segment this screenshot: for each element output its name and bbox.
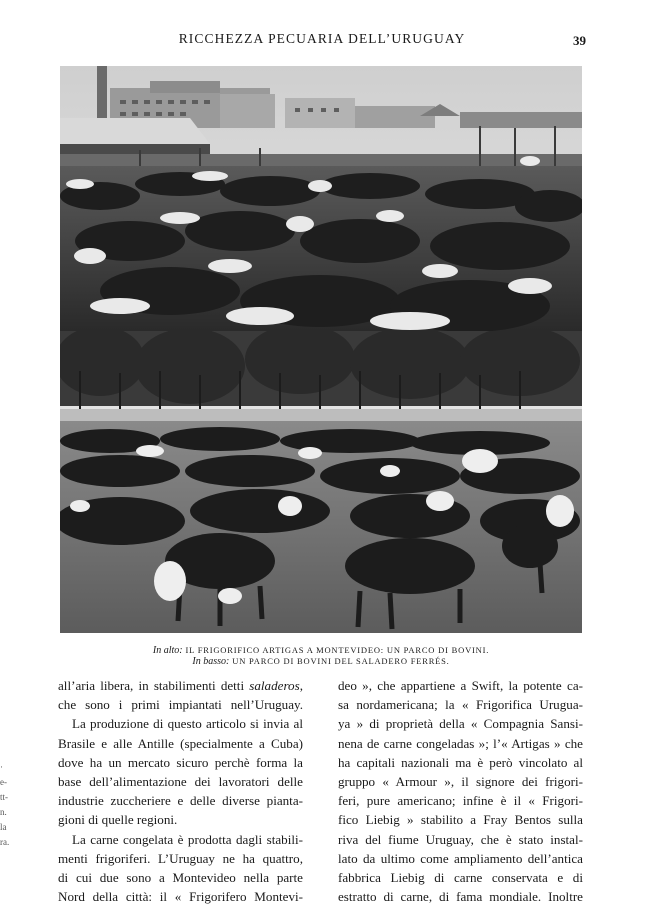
caption-top <box>60 645 582 656</box>
text-line: feri, pure americano; infine è il « Frigori- <box>338 793 583 809</box>
text-line: che sono i primi impiantati nell’Uruguay. <box>58 697 303 713</box>
text-line: nena de carne congeladas »; l’« Artigas » che <box>338 735 583 751</box>
text-line: gioni di quelle regioni. <box>58 812 178 828</box>
text-line: sa nordamericana; la « Frigorifica Urugua- <box>338 697 583 713</box>
top-photo <box>60 66 582 331</box>
header-title: RICCHEZZA PECUARIA DELL’URUGUAY <box>178 31 466 46</box>
text-line: Brasile e alle Antille (specialmente a Cuba) <box>58 735 303 751</box>
page-number: 39 <box>573 33 586 48</box>
right-text-column <box>338 676 583 906</box>
text-line: base dell’alimentazione dei lavoratori delle <box>58 774 303 790</box>
margin-mark: ra. <box>0 837 10 847</box>
text-line: dove ha un mercato sicuro perchè forma la <box>58 754 303 770</box>
caption-bottom-text: UN PARCO DI BOVINI DEL SALADERO FERRÉS. <box>229 656 450 666</box>
text-line: fabbrica Liebig di carne conservata e di <box>338 870 583 886</box>
text-line: estratto di carne, di fama mondiale. Inoltre <box>338 889 583 905</box>
text-line: menti frigoriferi. L’Uruguay ne ha quattro, <box>58 850 303 866</box>
text-line: La produzione di questo articolo si invia al <box>72 716 303 732</box>
text-line: lato da ultimo come ampliamento dell’antica <box>338 850 583 866</box>
text-line: Nord della città: il « Frigorifero Montevi- <box>58 889 303 905</box>
text-line: all’aria libera, in stabilimenti detti saladeros, <box>58 678 303 693</box>
caption-top-lead: In alto: <box>152 645 183 656</box>
text-line: gruppo « Armour », il signore dei frigori- <box>338 774 583 790</box>
text-line: industrie zuccheriere e delle diverse pianta- <box>58 793 303 809</box>
left-text-column <box>58 676 303 906</box>
caption-top-text: IL FRIGORIFICO ARTIGAS A MONTEVIDEO: UN PARCO DI BOVINI. <box>182 645 490 655</box>
caption-bottom <box>60 656 582 667</box>
margin-mark: e- <box>0 777 7 787</box>
text-line: fico Liebig » stabilito a Fray Bentos sulla <box>338 812 583 828</box>
margin-mark: tt- <box>0 792 8 802</box>
text-line: deo », che appartiene a Swift, la potente ca- <box>338 678 583 693</box>
text-line: di cui due sono a Montevideo nella parte <box>58 870 303 886</box>
margin-mark: · <box>0 762 3 772</box>
text-line: La carne congelata è prodotta dagli stabili- <box>72 831 303 847</box>
margin-bleed-marks <box>0 760 12 850</box>
bottom-photo <box>60 331 582 633</box>
text-line: ha capitali nazionali ma è però vincolato al <box>338 754 583 770</box>
margin-mark: n. <box>0 807 7 817</box>
text-line: ya » di proprietà della « Compagnia Sansi- <box>338 716 583 732</box>
text-line: riva del fiume Uruguay, che è stato instal- <box>338 831 583 847</box>
caption-bottom-lead: In basso: <box>192 656 230 667</box>
margin-mark: la <box>0 822 7 832</box>
running-header <box>58 31 586 53</box>
